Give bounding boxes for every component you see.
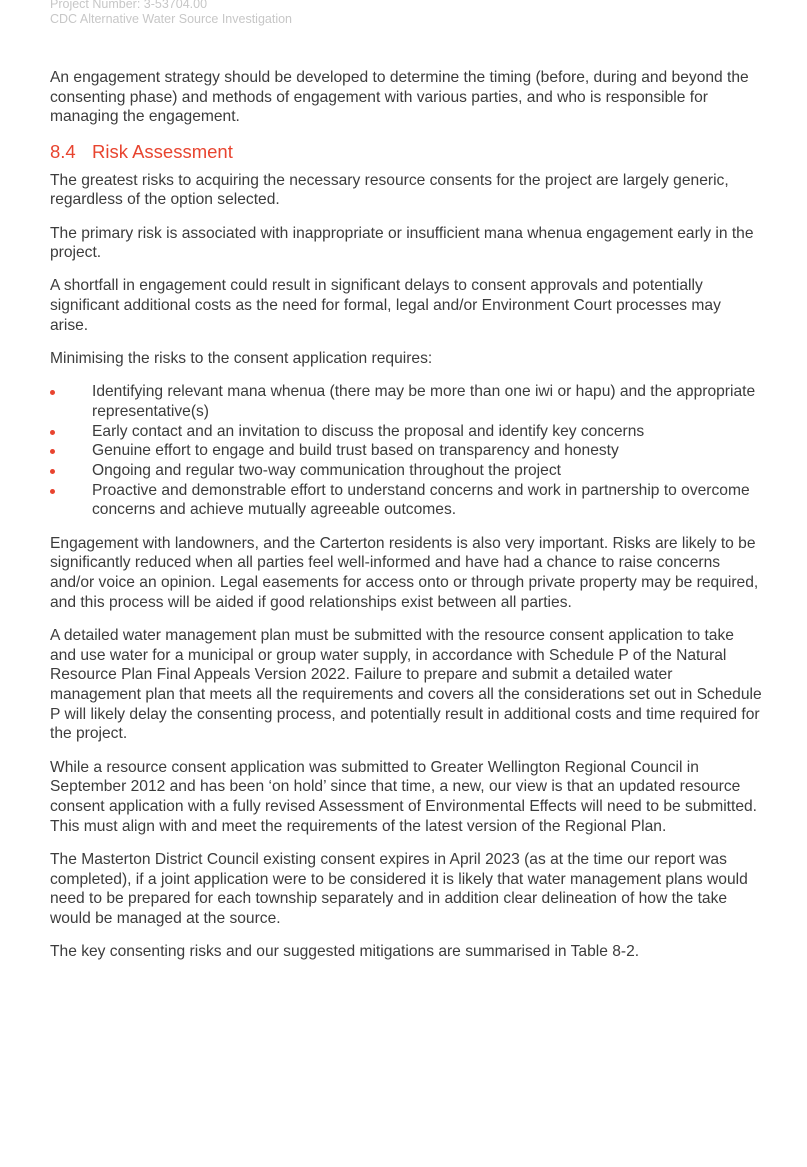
paragraph: A detailed water management plan must be submitted with the resource consent application to take and use water for a municipal or group water supply, in accordance with Schedule P of the Natural Resource Plan Final Appeals Version 2022. Failure to prepare and submit a detailed water management plan that meets all the requirements and covers all the considerations set out in Schedule P will likely delay the consenting process, and potentially result in additional costs and time required for the project.	[50, 626, 762, 743]
paragraph: While a resource consent application was submitted to Greater Wellington Regional Council in September 2012 and has been ‘on hold’ since that time, a new, our view is that an updated resource consent application with a fully revised Assessment of Environmental Effects will need to be submitted. This must align with and meet the requirements of the latest version of the Regional Plan.	[50, 758, 757, 835]
list-item	[50, 461, 762, 481]
paragraph: A shortfall in engagement could result in significant delays to consent approvals and potentially significant additional costs as the need for formal, legal and/or Environment Court processes may arise.	[50, 277, 721, 334]
list-item-text: Proactive and demonstrable effort to understand concerns and work in partnership to overcome concerns and achieve mutually agreeable outcomes.	[92, 481, 750, 519]
bullet-icon	[50, 430, 55, 435]
risk-mitigation-list	[50, 382, 762, 520]
bullet-icon	[50, 489, 55, 494]
paragraph: The key consenting risks and our suggested mitigations are summarised in Table 8-2.	[50, 943, 640, 961]
bullet-icon	[50, 469, 55, 474]
bullet-icon	[50, 390, 55, 395]
list-item-text: Identifying relevant mana whenua (there may be more than one iwi or hapu) and the appropriate representative(s)	[92, 383, 756, 420]
paragraph: The Masterton District Council existing consent expires in April 2023 (as at the time our report was completed), if a joint application were to be considered it is likely that water management plans would need to be prepared for each township separately and in addition clear delineation of how the take would be managed at the source.	[50, 851, 748, 928]
section-title: Risk Assessment	[92, 140, 233, 162]
paragraph: The primary risk is associated with inappropriate or insufficient mana whenua engagement early in the project.	[50, 224, 754, 262]
project-title: CDC Alternative Water Source Investigation	[50, 12, 293, 26]
list-item-text: Early contact and an invitation to discuss the proposal and identify key concerns	[92, 422, 645, 440]
list-item	[50, 422, 762, 442]
bullet-icon	[50, 449, 55, 454]
page-header	[50, 0, 292, 27]
project-number: Project Number: 3-53704.00	[50, 0, 208, 11]
list-item	[50, 441, 762, 461]
list-item-text: Ongoing and regular two-way communication throughout the project	[92, 462, 561, 480]
paragraph: The greatest risks to acquiring the necessary resource consents for the project are largely generic, regardless of the option selected.	[50, 171, 729, 209]
list-item-text: Genuine effort to engage and build trust based on transparency and honesty	[92, 442, 619, 460]
list-item	[50, 382, 762, 421]
intro-paragraph: An engagement strategy should be developed to determine the timing (before, during and beyond the consenting phase) and methods of engagement with various parties, and who is responsible for managing the engagement.	[50, 69, 749, 126]
list-intro-paragraph: Minimising the risks to the consent application requires:	[50, 350, 433, 368]
list-item	[50, 481, 762, 520]
document-body	[50, 68, 762, 976]
paragraph: Engagement with landowners, and the Carterton residents is also very important. Risks are likely to be significantly reduced when all parties feel well-informed and have had a chance to raise concerns and/or voice an opinion. Legal easements for access onto or through private property may be required, and this process will be aided if good relationships exist between all parties.	[50, 534, 759, 611]
section-heading	[50, 141, 762, 163]
section-number: 8.4	[50, 140, 76, 162]
